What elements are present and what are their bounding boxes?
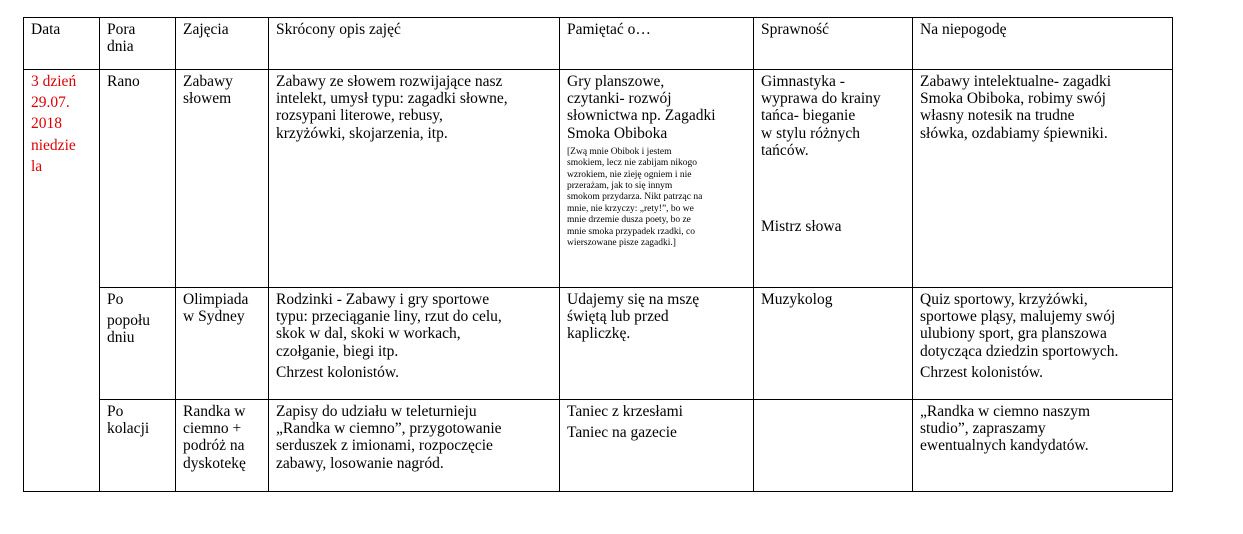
sprawnosc-cell: Muzykolog (754, 288, 913, 400)
header-pamietac: Pamiętać o… (560, 18, 754, 70)
table-row-rano (24, 70, 1173, 288)
header-row (24, 18, 1173, 70)
header-pora: Pora dnia (100, 18, 176, 70)
niepogoda-cell: Zabawy intelektualne- zagadki Smoka Obiboka, robimy swój własny notesik na trudne słówka, ozdabiamy śpiewniki. (913, 70, 1173, 288)
header-sprawnosc: Sprawność (754, 18, 913, 70)
opis-cell: Zabawy ze słowem rozwijające nasz intelekt, umysł typu: zagadki słowne, rozsypani literowe, rebusy, krzyżówki, skojarzenia, itp. (269, 70, 560, 288)
header-data: Data (24, 18, 100, 70)
schedule-table (23, 17, 1173, 492)
niepogoda-cell: Quiz sportowy, krzyżówki, sportowe pląsy, malujemy swój ulubiony sport, gra planszowa dotycząca dziedzin sportowych. Chrzest kolonistów. (913, 288, 1173, 400)
header-opis: Skrócony opis zajęć (269, 18, 560, 70)
opis-cell: Rodzinki - Zabawy i gry sportowe typu: przeciąganie liny, rzut do celu, skok w dal, skoki w workach, czołganie, biegi itp. Chrzest kolonistów. (269, 288, 560, 400)
pamietac-cell: Udajemy się na mszę świętą lub przed kapliczkę. (560, 288, 754, 400)
header-niepogoda: Na niepogodę (913, 18, 1173, 70)
zajecia-cell: Olimpiada w Sydney (176, 288, 269, 400)
date-cell: 3 dzień 29.07. 2018 niedzie la (24, 70, 100, 492)
dragon-poem: [Zwą mnie Obibok i jestem smokiem, lecz nie zabijam nikogo wzrokiem, nie zieję ogniem i nie przerażam, jak to się innym smokom przydarza. Nikt patrząc na mnie, nie krzyczy: „rety!”, bo we mnie drzemie dusza poety, bo ze mnie smoka przypadek rzadki, co wierszowane pisze zagadki.] (567, 146, 703, 249)
sprawnosc-cell: Gimnastyka - wyprawa do krainy tańca- bieganie w stylu różnych tańców. Mistrz słowa (754, 70, 913, 288)
pamietac-cell: Taniec z krzesłami Taniec na gazecie (560, 400, 754, 492)
header-zajecia: Zajęcia (176, 18, 269, 70)
table-row-popoludniu (24, 288, 1173, 400)
opis-cell: Zapisy do udziału w teleturnieju „Randka w ciemno”, przygotowanie serduszek z imionami, rozpoczęcie zabawy, losowanie nagród. (269, 400, 560, 492)
sprawnosc-cell (754, 400, 913, 492)
zajecia-cell: Zabawy słowem (176, 70, 269, 288)
pora-cell: Po popołu dniu (100, 288, 176, 400)
pamietac-cell: Gry planszowe, czytanki- rozwój słownictwa np. Zagadki Smoka Obiboka [Zwą mnie Obibok i jestem smokiem, lecz nie zabijam nikogo wzrokiem, nie zieję ogniem i nie przerażam, jak to się innym smokom przydarza. Nikt patrząc na mnie, nie krzyczy: „rety!”, bo we mnie drzemie dusza poety, bo ze mnie smoka przypadek rzadki, co wierszowane pisze zagadki.] (560, 70, 754, 288)
pora-cell: Po kolacji (100, 400, 176, 492)
table-row-kolacja (24, 400, 1173, 492)
niepogoda-cell: „Randka w ciemno naszym studio”, zapraszamy ewentualnych kandydatów. (913, 400, 1173, 492)
pora-cell: Rano (100, 70, 176, 288)
zajecia-cell: Randka w ciemno + podróż na dyskotekę (176, 400, 269, 492)
